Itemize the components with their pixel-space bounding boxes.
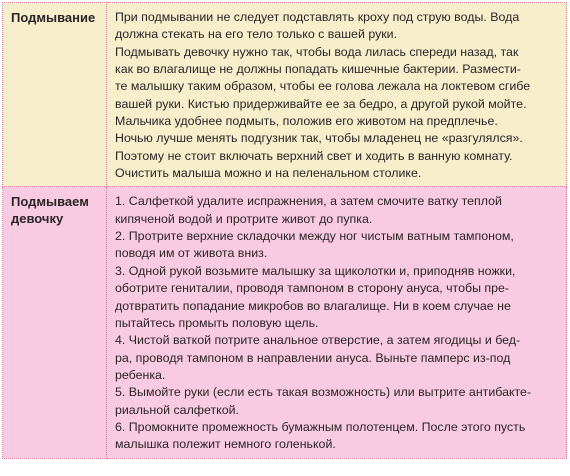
text-line: 1. Салфеткой удалите испражнения, а затем смочите ватку теплой	[115, 194, 502, 209]
text-line: Очистить малыша можно и на пеленальном столике.	[115, 166, 422, 181]
label-line: Подмываем	[11, 194, 89, 210]
label-line: Подмывание	[11, 10, 96, 25]
row-label-washing-girl	[3, 187, 107, 458]
text-line: Мальчика удобнее подмыть, положив его животом на предплечье.	[115, 114, 498, 129]
table-row-washing	[3, 3, 567, 187]
row-content-washing	[107, 3, 567, 187]
text-line: Ночью лучше менять подгузник так, чтобы младенец не «разгулялся».	[115, 131, 523, 146]
text-line: риальной салфеткой.	[115, 402, 239, 417]
text-line: При подмывании не следует подставлять кроху под струю воды. Вода	[115, 10, 520, 24]
text-line: пытайтесь промыть половую щель.	[115, 315, 319, 330]
text-line: 2. Протрите верхние складочки между ног чистым ватным тампоном,	[115, 229, 514, 244]
text-line: малышка полежит немного голенькой.	[115, 437, 336, 452]
text-line: Подмывать девочку нужно так, чтобы вода лилась спереди назад, так	[115, 44, 519, 59]
text-line: 6. Промокните промежность бумажным полотенцем. После этого пусть	[115, 419, 526, 434]
row-content-washing-girl	[107, 187, 567, 458]
text-line: Поэтому не стоит включать верхний свет и ходить в ванную комнату.	[115, 148, 513, 163]
text-line: должна стекать на его тело только с вашей руки.	[115, 27, 398, 42]
text-line: ребенка.	[115, 367, 166, 382]
table-row-washing-girl	[3, 187, 567, 458]
text-line: поводя им от живота вниз.	[115, 246, 268, 261]
label-line: девочку	[11, 211, 64, 227]
instruction-table	[2, 2, 567, 459]
row-label-washing	[3, 3, 107, 187]
text-line: кипяченой водой и протрите живот до пупка.	[115, 211, 373, 226]
text-line: оботрите гениталии, проводя тампоном в сторону ануса, чтобы пре-	[115, 281, 510, 296]
text-line: как во влагалище не должны попадать кишечные бактерии. Размести-	[115, 62, 521, 77]
text-line: 5. Вымойте руки (если есть такая возможность) или вытрите антибакте-	[115, 385, 532, 400]
text-line: ра, проводя тампоном в направлении ануса. Выньте памперс из-под	[115, 350, 511, 365]
text-line: 4. Чистой ваткой потрите анальное отверстие, а затем ягодицы и бед-	[115, 333, 521, 348]
text-line: 3. Одной рукой возьмите малышку за щиколотки и, приподняв ножки,	[115, 263, 516, 278]
text-line: дотвратить попадание микробов во влагалище. Ни в коем случае не	[115, 298, 511, 313]
text-line: те малышку таким образом, чтобы ее голова лежала на локтевом сгибе	[115, 79, 531, 94]
text-line: вашей руки. Кистью придерживайте ее за бедро, а другой рукой мойте.	[115, 96, 527, 111]
